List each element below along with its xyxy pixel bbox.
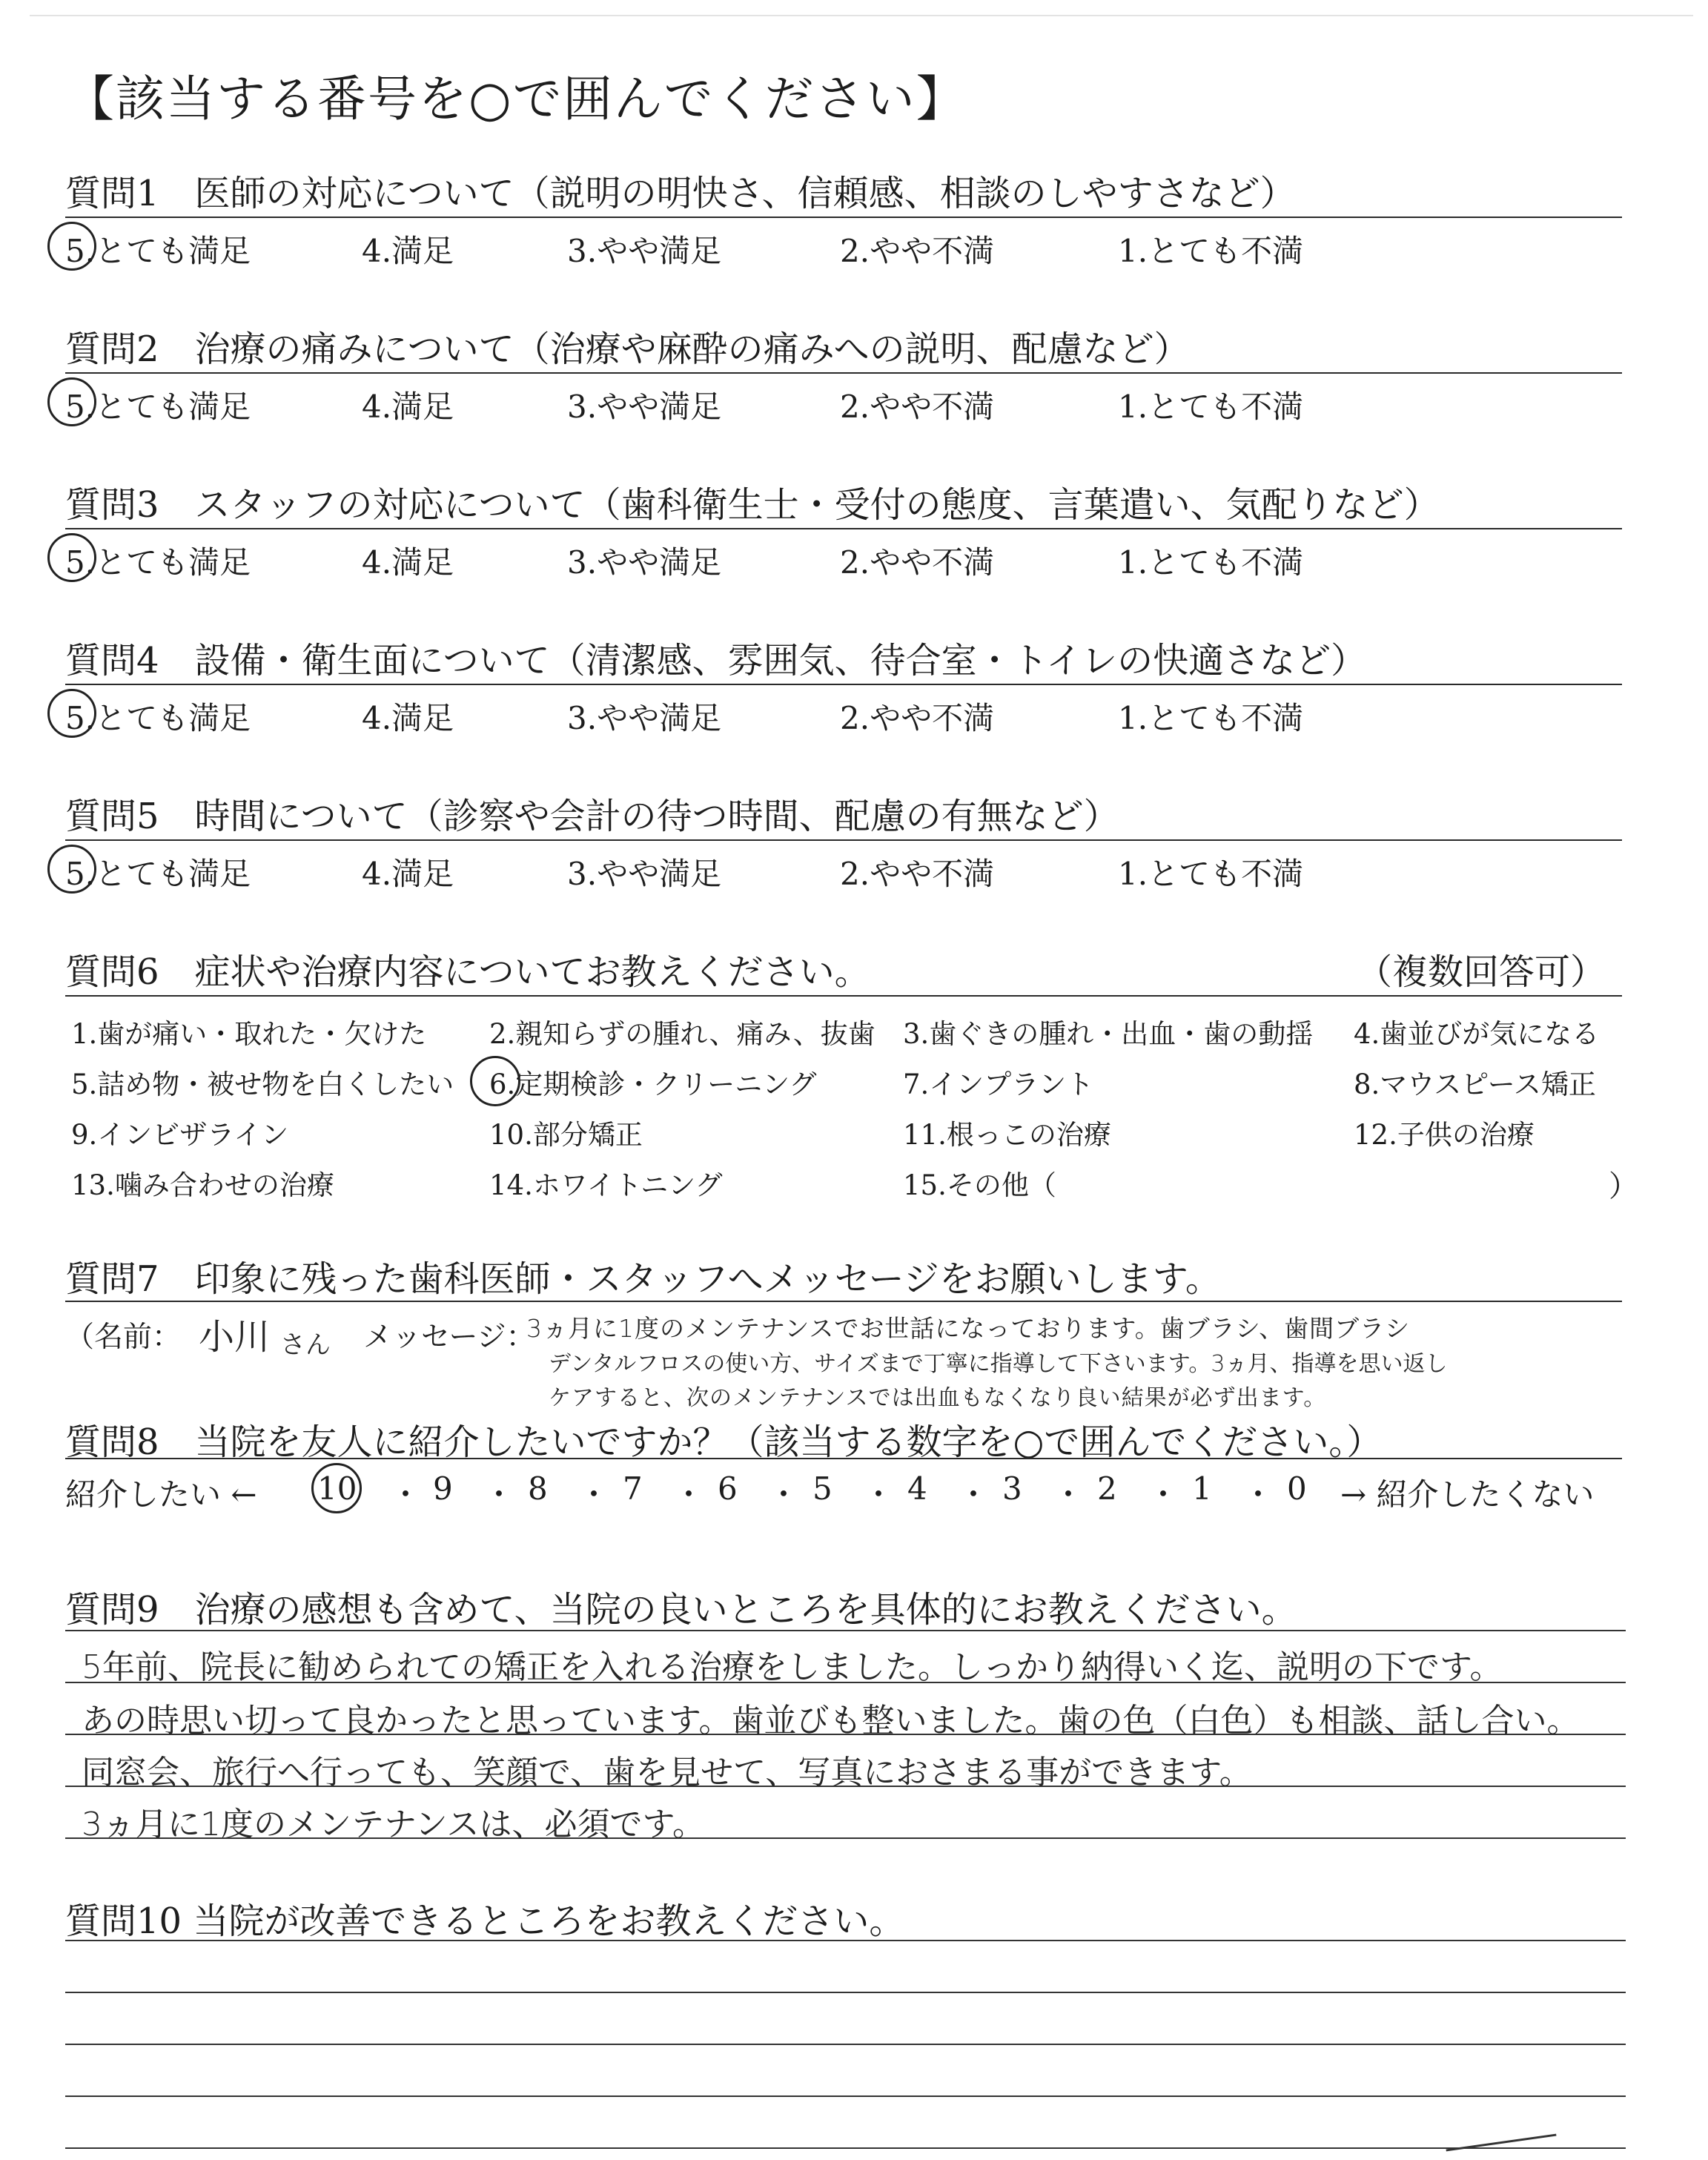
scale-separator: ・ [863,1476,895,1513]
divider [65,1301,1622,1302]
rating-option[interactable]: 4.満足 [362,856,454,892]
rating-option[interactable]: 3.やや満足 [567,856,722,892]
writing-line [65,2044,1626,2045]
rating-option[interactable]: 5.とても満足 [65,700,251,736]
scale-number[interactable]: 9 [433,1470,453,1507]
writing-line [65,1992,1626,1993]
scale-separator: ・ [390,1476,422,1513]
writing-line [65,2147,1626,2149]
message-line: ケアすると、次のメンテナンスでは出血もなくなり良い結果が必ず出ます。 [549,1385,1327,1411]
scale-number[interactable]: 10 [317,1470,357,1507]
name-value: 小川 [199,1316,271,1358]
rating-option[interactable]: 2.やや不満 [840,233,995,269]
question-title: 質問1 医師の対応について（説明の明快さ、信頼感、相談のしやすさなど） [65,173,1296,214]
question-title: 質問4 設備・衛生面について（清潔感、雰囲気、待合室・トイレの快適さなど） [65,640,1367,681]
rating-option[interactable]: 5.とても満足 [65,389,251,425]
divider [65,1458,1622,1459]
divider [65,372,1622,374]
q6-option[interactable]: 10.部分矯正 [489,1119,643,1151]
scale-separator: ・ [768,1476,800,1513]
message-label: メッセージ： [363,1321,535,1354]
scale-number[interactable]: 7 [623,1470,643,1507]
q6-option[interactable]: 12.子供の治療 [1354,1119,1535,1151]
question-title: 質問9 治療の感想も含めて、当院の良いところを具体的にお教えください。 [65,1589,1297,1631]
question-title: 質問7 印象に残った歯科医師・スタッフへメッセージをお願いします。 [65,1258,1221,1300]
question-title: 質問5 時間について（診察や会計の待つ時間、配慮の有無など） [65,796,1119,837]
rating-option[interactable]: 3.やや満足 [567,700,722,736]
divider [65,839,1622,841]
question-title: 質問10 当院が改善できるところをお教えください。 [65,1900,905,1942]
rating-option[interactable]: 1.とても不満 [1118,856,1304,892]
rating-option[interactable]: 5.とても満足 [65,233,251,269]
q6-option[interactable]: 6.定期検診・クリーニング [489,1069,817,1100]
question-title: 質問3 スタッフの対応について（歯科衛生士・受付の態度、言葉遣い、気配りなど） [65,484,1440,526]
rating-option[interactable]: 4.満足 [362,544,454,581]
question-title: 質問8 当院を友人に紹介したいですか？（該当する数字を○で囲んでください。） [65,1421,1383,1463]
q6-option[interactable]: 8.マウスピース矯正 [1354,1069,1596,1100]
rating-option[interactable]: 2.やや不満 [840,700,995,736]
q6-option[interactable]: 4.歯並びが気になる [1354,1018,1600,1050]
recommend-label: 紹介したい ← [65,1476,257,1513]
answer-line: 5年前、院長に勧められての矯正を入れる治療をしました。しっかり納得いく迄、説明の下です。 [82,1648,1503,1686]
message-line: 3ヵ月に1度のメンテナンスでお世話になっております。歯ブラシ、歯間ブラシ [526,1314,1411,1343]
name-label: （名前： [65,1321,182,1354]
scale-number[interactable]: 8 [528,1470,548,1507]
scale-number[interactable]: 3 [1002,1470,1022,1507]
rating-option[interactable]: 4.満足 [362,233,454,269]
scale-number[interactable]: 6 [718,1470,738,1507]
scale-separator: ・ [958,1476,990,1513]
q6-option[interactable]: 1.歯が痛い・取れた・欠けた [71,1018,427,1050]
answer-line: 3ヵ月に1度のメンテナンスは、必須です。 [82,1806,705,1843]
writing-line [65,1630,1626,1631]
scale-number[interactable]: 5 [812,1470,833,1507]
divider [65,528,1622,529]
q6-option[interactable]: 2.親知らずの腫れ、痛み、抜歯 [489,1018,875,1050]
rating-option[interactable]: 1.とても不満 [1118,700,1304,736]
rating-option[interactable]: 2.やや不満 [840,856,995,892]
q6-option[interactable]: 5.詰め物・被せ物を白くしたい [71,1069,454,1100]
q6-option[interactable]: 11.根っこの治療 [903,1119,1111,1151]
scale-number[interactable]: 2 [1097,1470,1117,1507]
question-title: 質問6 症状や治療内容についてお教えください。 [65,951,870,993]
scale-separator: ・ [673,1476,705,1513]
name-suffix: さん [280,1330,331,1360]
writing-line [65,1940,1626,1941]
rating-option[interactable]: 3.やや満足 [567,233,722,269]
message-line: デンタルフロスの使い方、サイズまで丁寧に指導して下さいます。3ヵ月、指導を思い返し [549,1351,1448,1377]
scale-separator: ・ [1053,1476,1085,1513]
rating-option[interactable]: 3.やや満足 [567,544,722,581]
answer-line: 同窓会、旅行へ行っても、笑顔で、歯を見せて、写真におさまる事ができます。 [82,1754,1252,1791]
rating-option[interactable]: 5.とても満足 [65,856,251,892]
scale-number[interactable]: 4 [907,1470,927,1507]
scale-separator: ・ [578,1476,610,1513]
page-top-edge [30,15,1693,16]
rating-option[interactable]: 2.やや不満 [840,389,995,425]
divider [65,217,1622,218]
rating-option[interactable]: 1.とても不満 [1118,544,1304,581]
scale-number[interactable]: 0 [1287,1470,1307,1507]
scale-separator: ・ [1148,1476,1179,1513]
answer-line: あの時思い切って良かったと思っています。歯並びも整いました。歯の色（白色）も相談、話し合い。 [82,1702,1580,1740]
instruction-heading: 【該当する番号を○で囲んでください】 [65,70,967,128]
rating-option[interactable]: 5.とても満足 [65,544,251,581]
rating-option[interactable]: 1.とても不満 [1118,233,1304,269]
rating-option[interactable]: 1.とても不満 [1118,389,1304,425]
scale-separator: ・ [1242,1476,1274,1513]
divider [65,684,1622,685]
scale-separator: ・ [483,1476,515,1513]
rating-option[interactable]: 4.満足 [362,700,454,736]
rating-option[interactable]: 4.満足 [362,389,454,425]
multiple-answer-note: （複数回答可） [1356,951,1606,993]
writing-line [65,2095,1626,2097]
not-recommend-label: → 紹介したくない [1340,1476,1595,1513]
other-close-paren: ） [1609,1169,1638,1203]
q6-option[interactable]: 15.その他（ [903,1169,1056,1201]
scale-number[interactable]: 1 [1192,1470,1212,1507]
q6-option[interactable]: 13.噛み合わせの治療 [71,1169,334,1201]
rating-option[interactable]: 3.やや満足 [567,389,722,425]
q6-option[interactable]: 9.インビザライン [71,1119,289,1151]
question-title: 質問2 治療の痛みについて（治療や麻酔の痛みへの説明、配慮など） [65,328,1190,370]
divider [65,995,1622,997]
q6-option[interactable]: 14.ホワイトニング [489,1169,723,1201]
rating-option[interactable]: 2.やや不満 [840,544,995,581]
q6-option[interactable]: 3.歯ぐきの腫れ・出血・歯の動揺 [903,1018,1314,1050]
q6-option[interactable]: 7.インプラント [903,1069,1094,1100]
